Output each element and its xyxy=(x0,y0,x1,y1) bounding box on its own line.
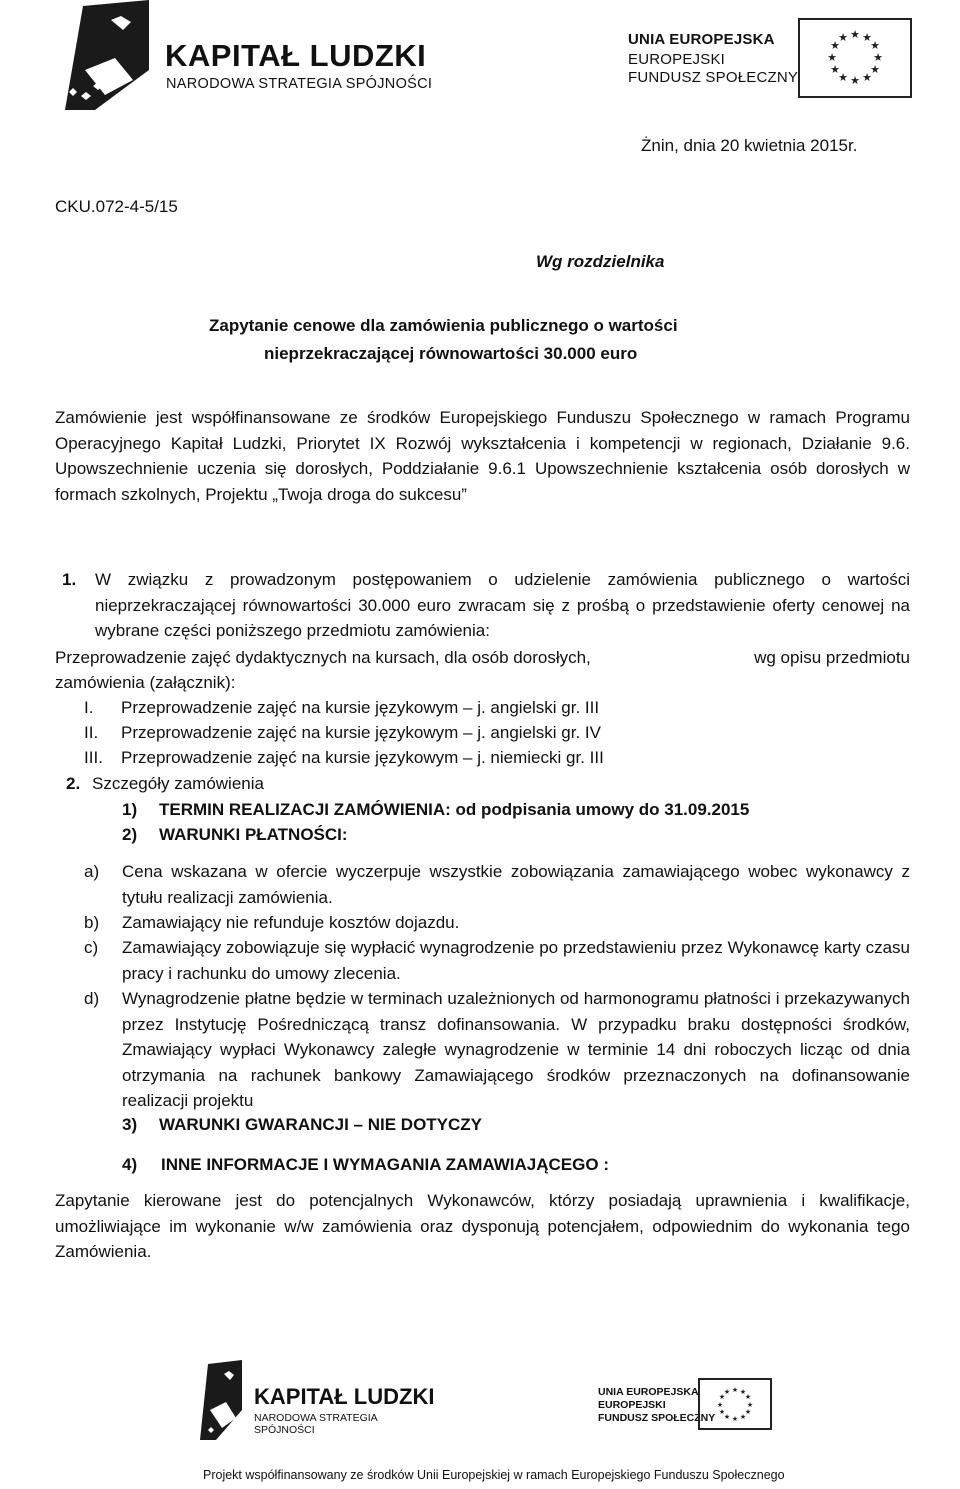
list-item xyxy=(84,745,604,771)
kapital-ludzki-logo xyxy=(55,0,445,120)
footer-eu-line-3: FUNDUSZ SPOŁECZNY xyxy=(598,1412,716,1424)
point-text: Zamawiający nie refunduje kosztów dojazdu. xyxy=(122,913,460,932)
eu-line-2: EUROPEJSKI xyxy=(628,51,726,68)
footer-note: Projekt współfinansowany ze środków Unii Europejskiej w ramach Europejskiego Funduszu Społecznego xyxy=(203,1468,785,1482)
section2-number: 2. xyxy=(66,774,81,793)
footer-kapital-ludzki-logo xyxy=(196,1360,436,1446)
svg-text:★: ★ xyxy=(873,51,883,64)
point-text: Zamawiający zobowiązuje się wypłacić wynagrodzenie po przedstawieniu przez Wykonawcę karty czasu pracy i rachunku do umowy zlecenia. xyxy=(122,938,910,983)
svg-text:★: ★ xyxy=(718,1393,726,1401)
svg-text:★: ★ xyxy=(746,1401,754,1409)
footer-kapital-subtitle: NARODOWA STRATEGIA SPÓJNOŚCI xyxy=(254,1412,378,1436)
eu-stars-icon xyxy=(800,20,910,96)
point-letter: b) xyxy=(84,913,100,932)
closing-paragraph: Zapytanie kierowane jest do potencjalnych Wykonawców, którzy posiadają uprawnienia i kwalifikacje, umożliwiające im wykonanie w/w zamówienia oraz dysponują potencjałem, odpowiednim do wykonania tego Zamówienia. xyxy=(55,1191,910,1261)
svg-text:★: ★ xyxy=(739,1413,747,1421)
svg-text:★: ★ xyxy=(830,63,840,76)
addressee: Wg rozdzielnika xyxy=(536,252,665,271)
eu-line-1: UNIA EUROPEJSKA xyxy=(628,31,775,48)
subsection-text: TERMIN REALIZACJI ZAMÓWIENIA: od podpisania umowy do 31.09.2015 xyxy=(159,800,750,819)
subsection-text: WARUNKI GWARANCJI – NIE DOTYCZY xyxy=(159,1115,483,1134)
footer-kapital-title: KAPITAŁ LUDZKI xyxy=(254,1384,435,1409)
kapital-ludzki-subtitle: NARODOWA STRATEGIA SPÓJNOŚCI xyxy=(166,76,433,92)
svg-text:★: ★ xyxy=(838,31,848,44)
svg-text:★: ★ xyxy=(870,63,880,76)
list-item-text: Przeprowadzenie zajęć na kursie językowym – j. niemiecki gr. III xyxy=(121,748,604,767)
reference-number: CKU.072-4-5/15 xyxy=(55,197,178,216)
section1-text: W związku z prowadzonym postępowaniem o udzielenie zamówienia publicznego o wartości nieprzekraczającej równowartości 30.000 euro zwracam się z prośbą o przedstawienie oferty cenowej na wybrane części poniższego przedmiotu zamówienia: xyxy=(95,570,910,640)
intro-paragraph: Zamówienie jest współfinansowane ze środków Europejskiego Funduszu Społecznego w ramach Programu Operacyjnego Kapitał Ludzki, Priorytet IX Rozwój wykształcenia i kompetencji w regionach, Działanie 9.6. Upowszechnienie uczenia się dorosłych, Poddziałanie 9.6.1 Upowszechnienie kształcenia osób dorosłych w formach szkolnych, Projektu „Twoja droga do sukcesu” xyxy=(55,408,910,504)
subsection-number: 1) xyxy=(122,800,138,819)
point-letter: c) xyxy=(84,938,99,957)
footer-eu-flag xyxy=(698,1378,772,1430)
list-item xyxy=(84,720,601,746)
footer-eu-logo xyxy=(598,1378,773,1434)
list-item-number: I. xyxy=(84,698,94,717)
list-item-number: II. xyxy=(84,723,99,742)
footer-eu-line-1: UNIA EUROPEJSKA xyxy=(598,1386,699,1398)
point-b xyxy=(84,910,910,936)
point-text: Cena wskazana w ofercie wyczerpuje wszystkie zobowiązania zamawiającego wobec wykonawcy z tytułu realizacji zamówienia. xyxy=(122,862,910,907)
svg-text:★: ★ xyxy=(716,1401,724,1409)
eu-flag xyxy=(798,18,912,98)
subsection-number: 4) xyxy=(122,1155,138,1174)
subsection-text: WARUNKI PŁATNOŚCI: xyxy=(159,825,348,844)
svg-text:★: ★ xyxy=(827,51,837,64)
svg-text:★: ★ xyxy=(850,28,860,41)
section1-line2-right: wg opisu przedmiotu xyxy=(754,648,910,667)
svg-text:★: ★ xyxy=(718,1408,726,1416)
svg-text:★: ★ xyxy=(838,71,848,84)
point-letter: d) xyxy=(84,989,100,1008)
section1-number: 1. xyxy=(62,570,77,589)
svg-text:★: ★ xyxy=(862,71,872,84)
svg-text:★: ★ xyxy=(731,1386,739,1394)
document-title-line2: nieprzekraczającej równowartości 30.000 euro xyxy=(264,344,638,363)
subsection-1 xyxy=(122,797,749,823)
kapital-ludzki-title: KAPITAŁ LUDZKI xyxy=(165,38,427,73)
svg-text:★: ★ xyxy=(744,1408,752,1416)
point-c xyxy=(84,935,910,986)
kapital-ludzki-emblem-icon xyxy=(55,0,155,120)
list-item-number: III. xyxy=(84,748,103,767)
eu-line-3: FUNDUSZ SPOŁECZNY xyxy=(628,69,799,86)
list-item-text: Przeprowadzenie zajęć na kursie językowym – j. angielski gr. III xyxy=(121,698,600,717)
subsection-3 xyxy=(122,1112,482,1138)
section1-line3: zamówienia (załącznik): xyxy=(55,673,236,692)
point-letter: a) xyxy=(84,862,100,881)
subsection-4 xyxy=(122,1152,609,1178)
svg-text:★: ★ xyxy=(744,1393,752,1401)
section2-heading xyxy=(66,771,264,797)
document-title-line1: Zapytanie cenowe dla zamówienia publicznego o wartości xyxy=(209,316,678,335)
point-text: Wynagrodzenie płatne będzie w terminach uzależnionych od harmonogramu płatności i przekazywanych przez Instytucję Pośredniczącą transz dofinansowania. W przypadku braku dostępności środków, Zmawiający wypłaci Wykonawcy zaległe wynagrodzenie w terminie 14 dni roboczych licząc od dnia otrzymania na rachunek bankowy Zamawiającego środków przeznaczonych na dofinansowanie realizacji projektu xyxy=(122,989,910,1110)
point-a xyxy=(84,859,910,910)
footer-eu-line-2: EUROPEJSKI xyxy=(598,1399,666,1411)
subsection-number: 2) xyxy=(122,825,138,844)
svg-text:★: ★ xyxy=(723,1388,731,1396)
date-place: Żnin, dnia 20 kwietnia 2015r. xyxy=(641,136,858,155)
eu-stars-icon xyxy=(700,1380,770,1428)
svg-text:★: ★ xyxy=(739,1388,747,1396)
section2-title: Szczegóły zamówienia xyxy=(92,774,264,793)
svg-text:★: ★ xyxy=(850,74,860,87)
subsection-2 xyxy=(122,822,348,848)
svg-text:★: ★ xyxy=(830,39,840,52)
svg-text:★: ★ xyxy=(723,1413,731,1421)
kapital-ludzki-emblem-icon xyxy=(196,1360,246,1446)
eu-logo xyxy=(628,16,912,98)
subsection-text: INNE INFORMACJE I WYMAGANIA ZAMAWIAJĄCEGO : xyxy=(161,1155,609,1174)
svg-text:★: ★ xyxy=(870,39,880,52)
subsection-number: 3) xyxy=(122,1115,138,1134)
list-item-text: Przeprowadzenie zajęć na kursie językowym – j. angielski gr. IV xyxy=(121,723,601,742)
point-d xyxy=(84,986,910,1114)
section1-line2-left: Przeprowadzenie zajęć dydaktycznych na kursach, dla osób dorosłych, xyxy=(55,648,591,667)
svg-text:★: ★ xyxy=(731,1415,739,1423)
list-item xyxy=(84,695,599,721)
svg-text:★: ★ xyxy=(862,31,872,44)
